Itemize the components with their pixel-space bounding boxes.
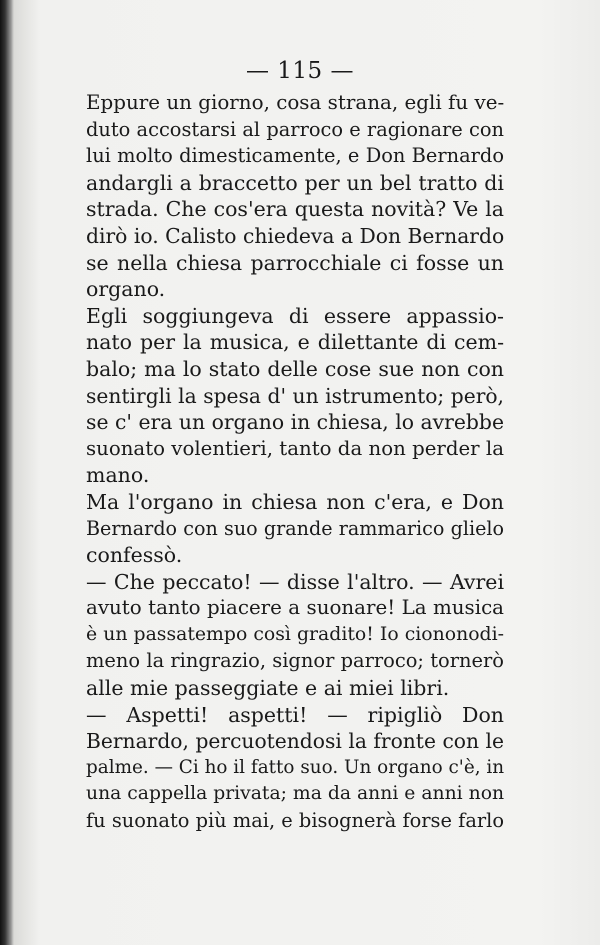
text-line: sentirgli la spesa d' un istrumento; però, bbox=[86, 383, 504, 408]
page-binding-edge bbox=[0, 0, 14, 945]
text-line: mano. bbox=[86, 463, 150, 488]
text-line: è un passatempo così gradito! Io ciononodi- bbox=[86, 623, 504, 645]
text-line: se nella chiesa parrocchiale ci fosse un bbox=[86, 250, 504, 275]
text-line: Bernardo, percuotendosi la fronte con le bbox=[86, 729, 504, 754]
text-line: avuto tanto piacere a suonare! La musica bbox=[86, 596, 504, 620]
text-line: alle mie passeggiate e ai miei libri. bbox=[86, 676, 450, 701]
page-number: — 115 — bbox=[245, 58, 355, 84]
text-line: Ma l'organo in chiesa non c'era, e Don bbox=[86, 489, 504, 514]
page-body-text bbox=[86, 90, 504, 835]
text-line: balo; ma lo stato delle cose sue non con bbox=[86, 356, 504, 381]
text-line: una cappella privata; ma da anni e anni non bbox=[86, 783, 505, 805]
text-line: dirò io. Calisto chiedeva a Don Bernardo bbox=[86, 223, 505, 248]
text-line: Egli soggiungeva di essere appassio- bbox=[86, 303, 504, 328]
text-line: — Aspetti! aspetti! — ripigliò Don bbox=[86, 702, 504, 727]
text-line: Bernardo con suo grande rammarico glielo bbox=[86, 516, 504, 540]
text-line: palme. — Ci ho il fatto suo. Un organo c'è, in bbox=[86, 756, 505, 778]
text-line: fu suonato più mai, e bisognerà forse farlo bbox=[86, 809, 504, 833]
text-line: suonato volentieri, tanto da non perder la bbox=[86, 436, 504, 460]
text-line: organo. bbox=[86, 277, 166, 302]
text-line: lui molto dimesticamente, e Don Bernardo bbox=[86, 144, 504, 168]
text-line: andargli a braccetto per un bel tratto di bbox=[86, 170, 504, 195]
text-line: confessò. bbox=[86, 543, 183, 568]
text-line: se c' era un organo in chiesa, lo avrebbe bbox=[86, 410, 504, 435]
text-line: meno la ringrazio, signor parroco; tornerò bbox=[86, 649, 504, 673]
text-line: — Che peccato! — disse l'altro. — Avrei bbox=[86, 569, 504, 594]
text-line: nato per la musica, e dilettante di cem- bbox=[86, 330, 504, 355]
text-line: strada. Che cos'era questa novità? Ve la bbox=[86, 197, 504, 222]
text-line: duto accostarsi al parroco e ragionare con bbox=[86, 117, 504, 141]
text-line: Eppure un giorno, cosa strana, egli fu ve- bbox=[86, 91, 505, 114]
